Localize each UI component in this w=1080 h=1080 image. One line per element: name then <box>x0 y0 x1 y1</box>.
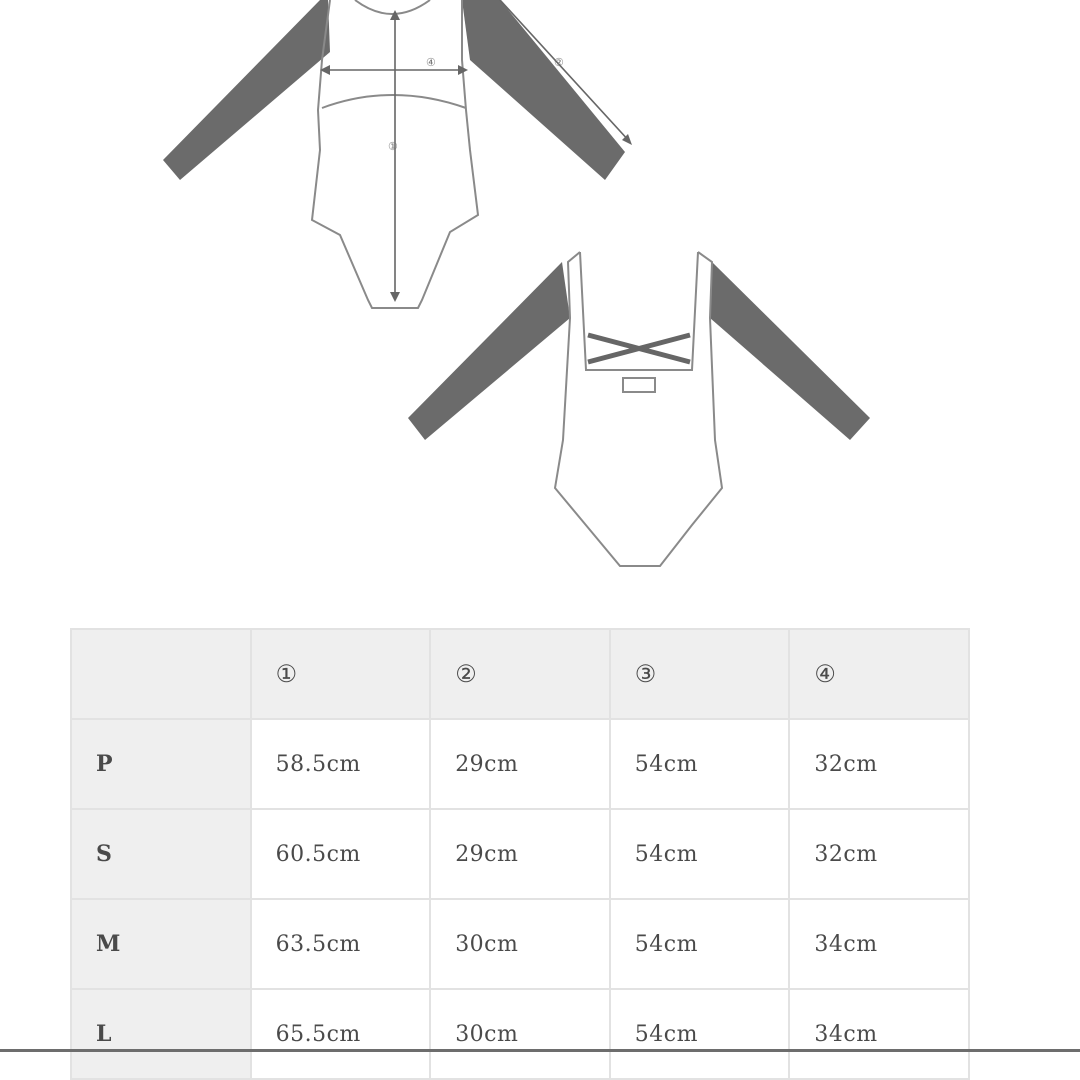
table-header-cell: ② <box>430 629 610 719</box>
table-cell: 54cm <box>610 719 790 809</box>
back-body-outline <box>555 252 722 566</box>
table-row <box>71 899 969 989</box>
table-header-row <box>71 629 969 719</box>
mark-length: ① <box>388 140 398 153</box>
table-cell: 30cm <box>430 899 610 989</box>
mark-sleeve: ② <box>554 56 564 69</box>
size-label: S <box>71 809 251 899</box>
back-leotard-drawing <box>408 252 870 566</box>
front-right-sleeve <box>462 0 625 180</box>
size-label: M <box>71 899 251 989</box>
front-neckline <box>355 0 430 14</box>
tag-icon <box>623 378 655 392</box>
table-cell: 30cm <box>430 989 610 1079</box>
front-bust-seam <box>322 95 466 108</box>
table-cell: 60.5cm <box>251 809 431 899</box>
table-header-cell: ③ <box>610 629 790 719</box>
size-label: P <box>71 719 251 809</box>
table-cell: 54cm <box>610 809 790 899</box>
table-cell: 54cm <box>610 899 790 989</box>
mark-chest: ④ <box>426 56 436 69</box>
table-cell: 65.5cm <box>251 989 431 1079</box>
table-cell: 54cm <box>610 989 790 1079</box>
front-left-sleeve <box>163 0 330 180</box>
table-row <box>71 809 969 899</box>
table-cell: 58.5cm <box>251 719 431 809</box>
table-cell: 32cm <box>789 719 969 809</box>
table-header-cell: ④ <box>789 629 969 719</box>
table-header-cell: ① <box>251 629 431 719</box>
table-cell: 29cm <box>430 719 610 809</box>
table-cell: 29cm <box>430 809 610 899</box>
back-right-sleeve <box>710 262 870 440</box>
table-row <box>71 989 969 1079</box>
table-row <box>71 719 969 809</box>
length-arrow-bottom <box>390 292 400 302</box>
size-chart-table <box>70 628 970 1080</box>
table-cell: 63.5cm <box>251 899 431 989</box>
back-neckline <box>580 252 698 370</box>
table-header-cell-empty <box>71 629 251 719</box>
table-cell: 34cm <box>789 989 969 1079</box>
size-label: L <box>71 989 251 1079</box>
table-cell: 32cm <box>789 809 969 899</box>
front-leotard-drawing <box>163 0 632 308</box>
back-left-sleeve <box>408 262 570 440</box>
table-cell: 34cm <box>789 899 969 989</box>
